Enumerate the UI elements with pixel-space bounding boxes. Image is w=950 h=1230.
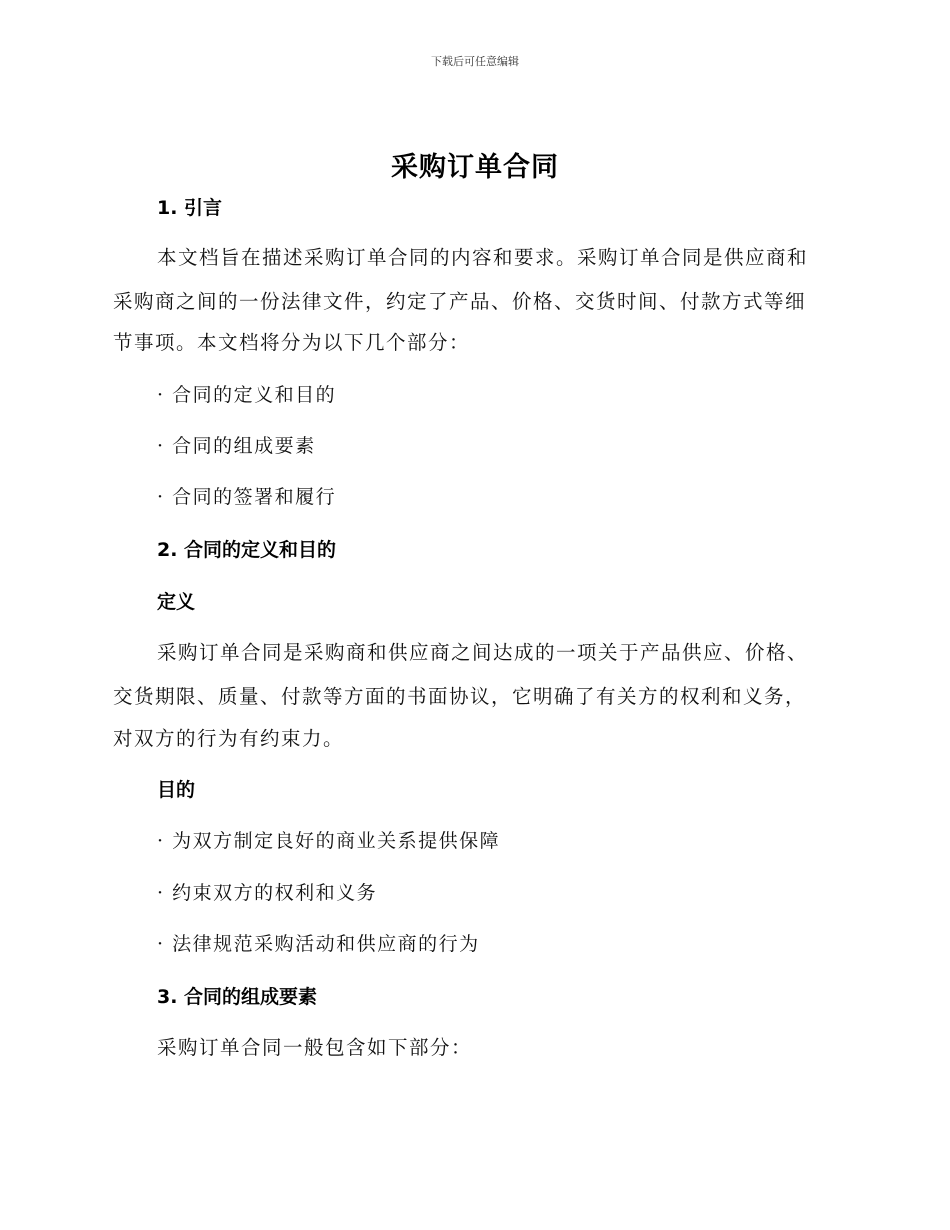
definition-paragraph-line-2: 交货期限、质量、付款等方面的书面协议，它明确了有关方的权利和义务， xyxy=(113,685,807,708)
purpose-bullet-1: · 为双方制定良好的商业关系提供保障 xyxy=(157,830,501,852)
purpose-bullet-3: · 法律规范采购活动和供应商的行为 xyxy=(157,933,480,955)
document-title: 采购订单合同 xyxy=(391,152,559,183)
purpose-subheading: 目的 xyxy=(157,779,196,801)
intro-bullet-3: · 合同的签署和履行 xyxy=(157,486,337,508)
definition-paragraph-line-3: 对双方的行为有约束力。 xyxy=(113,727,345,750)
definition-paragraph-line-1: 采购订单合同是采购商和供应商之间达成的一项关于产品供应、价格、 xyxy=(157,641,809,664)
purpose-bullet-2: · 约束双方的权利和义务 xyxy=(157,882,378,904)
section-3-heading: 3. 合同的组成要素 xyxy=(157,986,318,1008)
intro-paragraph-line-3: 节事项。本文档将分为以下几个部分： xyxy=(113,331,471,354)
header-note: 下载后可任意编辑 xyxy=(431,55,519,68)
components-paragraph-line-1: 采购订单合同一般包含如下部分： xyxy=(157,1036,473,1059)
intro-bullet-1: · 合同的定义和目的 xyxy=(157,384,337,406)
section-2-heading: 2. 合同的定义和目的 xyxy=(157,539,337,561)
definition-subheading: 定义 xyxy=(157,591,196,613)
intro-bullet-2: · 合同的组成要素 xyxy=(157,435,316,457)
intro-paragraph-line-2: 采购商之间的一份法律文件，约定了产品、价格、交货时间、付款方式等细 xyxy=(113,290,807,313)
intro-paragraph-line-1: 本文档旨在描述采购订单合同的内容和要求。采购订单合同是供应商和 xyxy=(157,246,809,269)
section-1-heading: 1. 引言 xyxy=(157,197,223,219)
